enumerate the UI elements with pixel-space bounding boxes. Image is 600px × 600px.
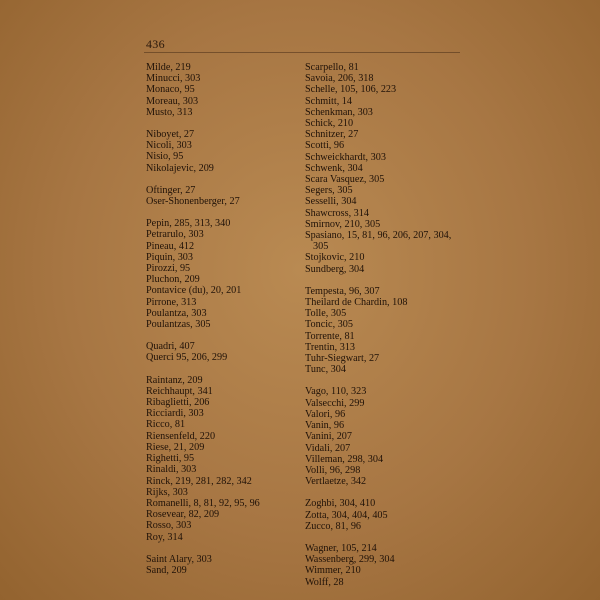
index-column-right (305, 62, 465, 588)
index-entry: Stojkovic, 210 (305, 252, 365, 264)
index-entry: Vago, 110, 323 (305, 386, 367, 398)
index-letter-group (146, 185, 316, 207)
index-letter-group (146, 554, 316, 576)
index-entry: Villeman, 298, 304 (305, 453, 384, 465)
index-letter-group (146, 218, 316, 330)
page-number: 436 (146, 37, 165, 51)
index-entry: Ribaglietti, 206 (146, 397, 210, 409)
index-letter-group (146, 129, 316, 174)
index-entry: Rijks, 303 (146, 486, 188, 498)
index-entry: Rosevear, 82, 209 (146, 509, 220, 521)
index-entry: Oftinger, 27 (146, 184, 196, 196)
group-spacer (146, 174, 316, 185)
index-entry: Rinaldi, 303 (146, 464, 197, 476)
header-rule (144, 52, 460, 53)
index-entry: Riese, 21, 209 (146, 441, 205, 453)
index-entry: Poulantzas, 305 (146, 319, 211, 331)
index-entry: Nisio, 95 (146, 151, 184, 163)
index-entry: Vertlaetze, 342 (305, 476, 367, 488)
index-entry: Monaco, 95 (146, 84, 195, 96)
index-entry: Scara Vasquez, 305 (305, 174, 385, 186)
index-entry: Trentin, 313 (305, 341, 356, 353)
index-entry: Volli, 96, 298 (305, 464, 361, 476)
index-entry: Toncic, 305 (305, 319, 353, 331)
index-entry: Tempesta, 96, 307 (305, 285, 380, 297)
index-entry: Schmitt, 14 (305, 95, 352, 107)
index-letter-group (146, 341, 316, 363)
group-spacer (146, 364, 316, 375)
index-entry: Poulantza, 303 (146, 307, 207, 319)
group-spacer (305, 275, 465, 286)
index-entry: Scarpello, 81 (305, 62, 359, 73)
index-entry: Valori, 96 (305, 408, 346, 420)
index-entry: Petrarulo, 303 (146, 229, 204, 241)
index-entry: Zoghbi, 304, 410 (305, 498, 376, 510)
index-entry: Sundberg, 304 (305, 263, 365, 275)
index-letter-group (305, 543, 465, 588)
group-spacer (146, 118, 316, 129)
index-entry: Wimmer, 210 (305, 565, 361, 577)
index-entry: Schwenk, 304 (305, 162, 363, 174)
index-entry: Nikolajevic, 209 (146, 162, 214, 174)
index-entry: Shawcross, 314 (305, 207, 369, 219)
group-spacer (146, 330, 316, 341)
index-entry: Zotta, 304, 404, 405 (305, 509, 388, 521)
index-entry: Smirnov, 210, 305 (305, 218, 381, 230)
index-entry: Schweickhardt, 303 (305, 151, 386, 163)
index-letter-group (146, 375, 316, 543)
index-entry: Moreau, 303 (146, 95, 199, 107)
group-spacer (146, 543, 316, 554)
index-entry: Sesselli, 304 (305, 196, 357, 208)
index-entry: Tunc, 304 (305, 364, 346, 376)
index-entry: Raintanz, 209 (146, 374, 203, 386)
index-entry: Romanelli, 8, 81, 92, 95, 96 (146, 497, 260, 509)
index-entry: Piquin, 303 (146, 251, 193, 263)
index-entry: Schelle, 105, 106, 223 (305, 84, 397, 96)
index-entry: Pluchon, 209 (146, 274, 200, 286)
index-entry: Rosso, 303 (146, 520, 192, 532)
index-entry: Ricco, 81 (146, 419, 186, 431)
index-entry: Vidali, 207 (305, 442, 351, 454)
index-entry: Schick, 210 (305, 118, 354, 130)
index-letter-group (305, 62, 465, 275)
index-entry: Righetti, 95 (146, 453, 195, 465)
index-entry: Torrente, 81 (305, 330, 355, 342)
index-entry: Querci 95, 206, 299 (146, 352, 228, 364)
index-entry: Wagner, 105, 214 (305, 542, 377, 554)
index-entry: Pirrone, 313 (146, 296, 197, 308)
index-entry: Nicoli, 303 (146, 140, 192, 152)
index-entry: Riensenfeld, 220 (146, 430, 216, 442)
index-entry: Scotti, 96 (305, 140, 345, 152)
index-entry: Pirozzi, 95 (146, 263, 191, 275)
group-spacer (305, 375, 465, 386)
index-entry: Spasiano, 15, 81, 96, 206, 207, 304, 305 (305, 230, 452, 253)
index-entry: Minucci, 303 (146, 73, 201, 85)
index-entry: Rinck, 219, 281, 282, 342 (146, 475, 252, 487)
index-entry: Oser-Shonenberger, 27 (146, 196, 240, 208)
index-letter-group (305, 498, 465, 532)
index-entry: Saint Alary, 303 (146, 553, 212, 565)
index-entry: Roy, 314 (146, 531, 183, 543)
index-entry: Milde, 219 (146, 62, 191, 73)
index-entry: Pontavice (du), 20, 201 (146, 285, 242, 297)
index-entry: Vanini, 207 (305, 431, 352, 443)
index-entry: Musto, 313 (146, 106, 193, 118)
index-entry: Zucco, 81, 96 (305, 520, 362, 532)
index-entry: Niboyet, 27 (146, 129, 195, 141)
group-spacer (305, 487, 465, 498)
index-entry: Wolff, 28 (305, 576, 344, 588)
index-letter-group (305, 386, 465, 487)
index-column-left (146, 62, 316, 576)
index-letter-group (305, 286, 465, 376)
index-entry: Pepin, 285, 313, 340 (146, 218, 231, 230)
index-entry: Quadri, 407 (146, 341, 195, 353)
index-entry: Tuhr-Siegwart, 27 (305, 353, 380, 365)
index-entry: Valsecchi, 299 (305, 397, 365, 409)
index-entry: Pineau, 412 (146, 240, 195, 252)
index-entry: Savoia, 206, 318 (305, 73, 374, 85)
index-entry: Tolle, 305 (305, 308, 347, 320)
index-entry: Vanin, 96 (305, 420, 345, 432)
group-spacer (146, 207, 316, 218)
index-entry: Schenkman, 303 (305, 106, 373, 118)
index-entry: Ricciardi, 303 (146, 408, 204, 420)
group-spacer (305, 532, 465, 543)
index-entry: Wassenberg, 299, 304 (305, 554, 395, 566)
index-entry: Theilard de Chardin, 108 (305, 297, 408, 309)
index-entry: Reichhaupt, 341 (146, 385, 213, 397)
index-entry: Segers, 305 (305, 185, 353, 197)
index-entry: Schnitzer, 27 (305, 129, 359, 141)
index-letter-group (146, 62, 316, 118)
index-entry: Sand, 209 (146, 564, 187, 576)
